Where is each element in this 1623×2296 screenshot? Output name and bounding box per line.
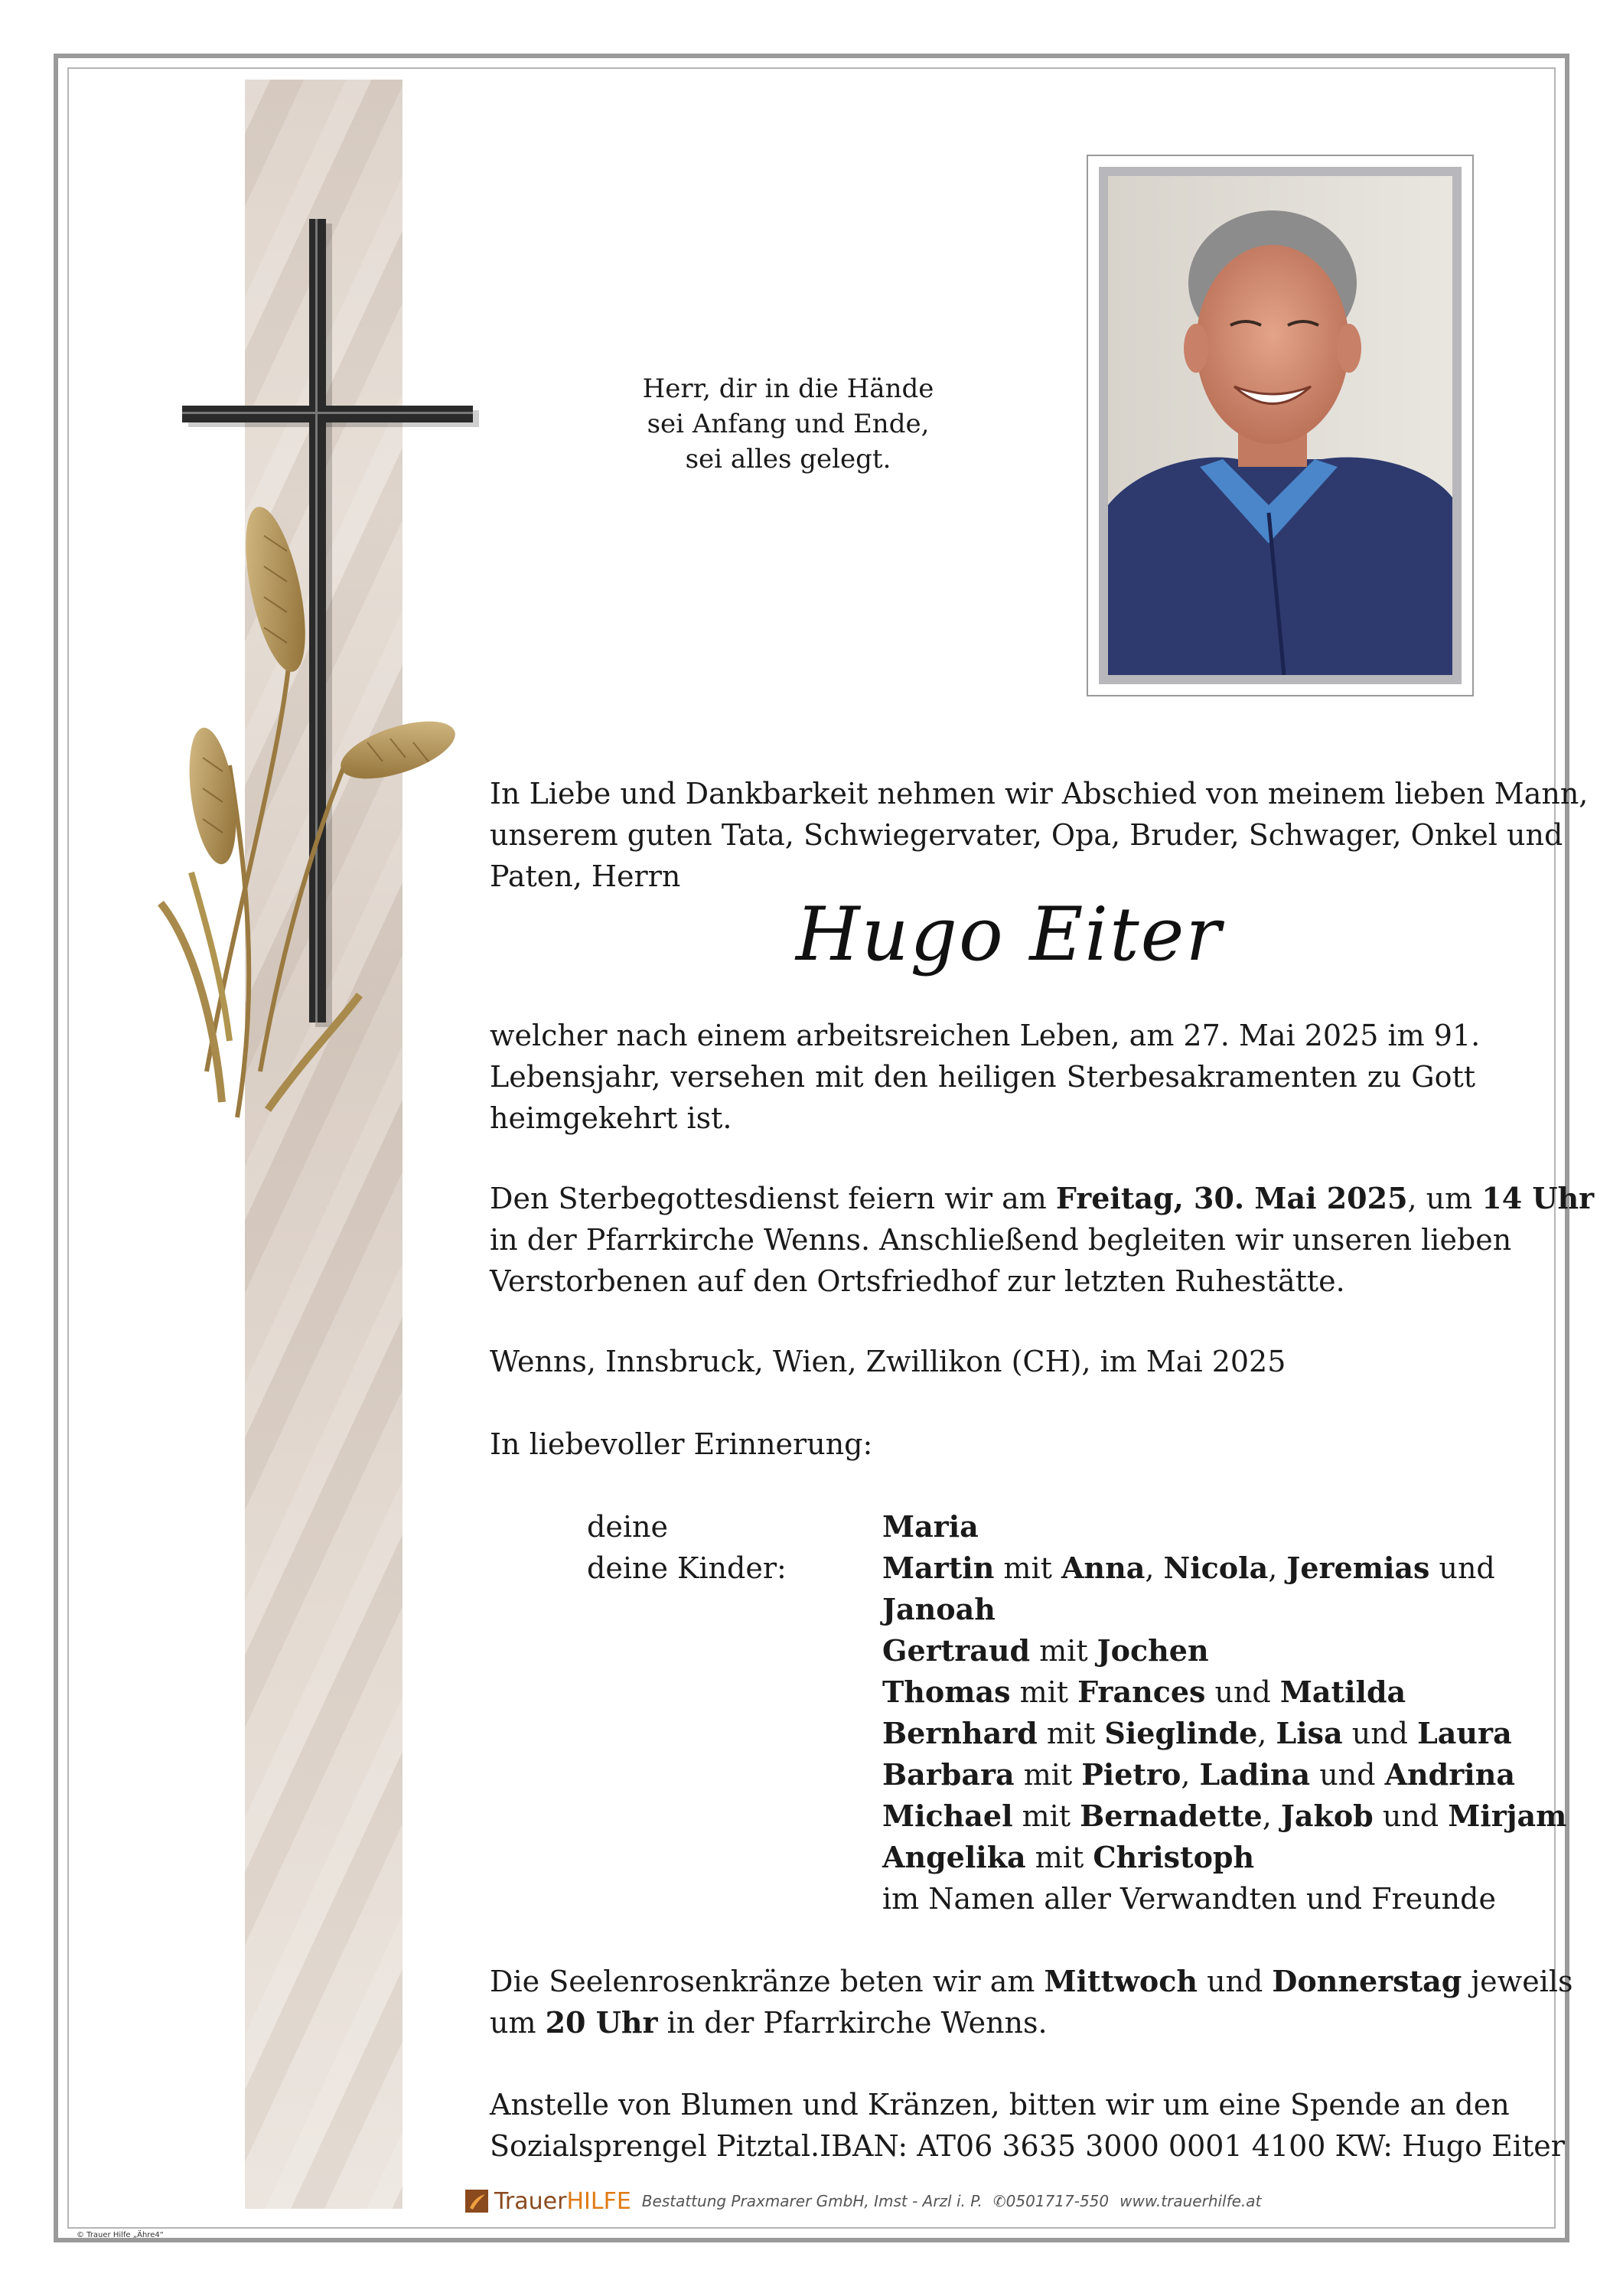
verse-line: Herr, dir in die Hände (642, 373, 934, 404)
family-row (882, 1713, 1512, 1754)
family-member-name: Mirjam (1448, 1799, 1567, 1833)
family-connector: , (1181, 1758, 1200, 1792)
company-name: Bestattung Praxmarer GmbH, Imst - Arzl i. P. (641, 2192, 983, 2210)
service-paragraph (490, 1178, 1595, 1302)
family-row (882, 1878, 1496, 1919)
donation-line: Anstelle von Blumen und Kränzen, bitten wir um eine Spende an den (490, 2088, 1510, 2122)
family-connector: mit (1014, 1758, 1082, 1792)
family-connector: , (1262, 1799, 1281, 1833)
family-member-name: Angelika (882, 1840, 1026, 1874)
family-connector: , (1257, 1717, 1276, 1750)
family-connector: mit (1037, 1717, 1105, 1750)
family-member-name: Andrina (1384, 1757, 1515, 1792)
intro-line: Paten, Herrn (490, 859, 681, 893)
intro-line: unserem guten Tata, Schwiegervater, Opa, Bruder, Schwager, Onkel und (490, 818, 1563, 852)
copyright-note: © Trauer Hilfe „Ähre4“ (77, 2231, 164, 2239)
life-line: Lebensjahr, versehen mit den heiligen Sterbesakramenten zu Gott (490, 1060, 1475, 1094)
service-date: Freitag, 30. Mai 2025 (1055, 1181, 1408, 1215)
remembrance-heading: In liebevoller Erinnerung: (490, 1427, 873, 1461)
family-member-name: Pietro (1081, 1757, 1181, 1792)
rosary-day: Mittwoch (1044, 1964, 1198, 1998)
rosary-text: jeweils (1462, 1965, 1573, 1998)
intro-paragraph (490, 773, 1589, 897)
family-row (882, 1506, 1479, 1548)
service-text: Den Sterbegottesdienst feiern wir am (490, 1182, 1056, 1215)
service-line: in der Pfarrkirche Wenns. Anschließend begleiten wir unseren lieben (490, 1223, 1512, 1257)
family-list (882, 1506, 1567, 1919)
family-connector: mit (1025, 1841, 1093, 1874)
family-connector: und (1373, 1799, 1449, 1833)
family-row (882, 1837, 1479, 1878)
family-member-name: Frances (1077, 1675, 1206, 1709)
family-connector: mit (1010, 1675, 1078, 1709)
family-member-name: Jochen (1097, 1633, 1209, 1668)
service-time: 14 Uhr (1481, 1181, 1595, 1215)
family-row (882, 1754, 1515, 1795)
intro-line: In Liebe und Dankbarkeit nehmen wir Abschied von meinem lieben Mann, (490, 777, 1589, 810)
deceased-name: Hugo Eiter (796, 892, 1223, 977)
family-member-name: Nicola (1163, 1551, 1269, 1585)
rosary-text: Die Seelenrosenkränze beten wir am (490, 1965, 1045, 1998)
family-member-name: Thomas (882, 1675, 1011, 1709)
family-connector: und (1342, 1717, 1418, 1750)
family-row (882, 1548, 1495, 1589)
brand-hilfe: HILFE (566, 2187, 631, 2215)
portrait-photo (1108, 176, 1452, 675)
family-connector: , (1268, 1551, 1287, 1585)
family-member-name: Anna (1061, 1551, 1146, 1585)
donation-line: Sozialsprengel Pitztal.IBAN: AT06 3635 3000 0001 4100 KW: Hugo Eiter (490, 2129, 1565, 2163)
family-row (882, 1671, 1479, 1713)
family-row (882, 1589, 1479, 1630)
brand-trauer: Trauer (494, 2187, 567, 2215)
portrait-mat (1099, 167, 1462, 684)
family-member-name: Janoah (882, 1592, 996, 1626)
place-date: Wenns, Innsbruck, Wien, Zwillikon (CH), im Mai 2025 (490, 1345, 1286, 1378)
family-connector: und (1310, 1758, 1385, 1792)
donation-paragraph (490, 2084, 1565, 2167)
rosary-text: und (1197, 1965, 1273, 1998)
rosary-day: Donnerstag (1272, 1964, 1462, 1998)
life-paragraph (490, 1015, 1481, 1139)
rosary-text: in der Pfarrkirche Wenns. (657, 2006, 1048, 2040)
family-member-name: Gertraud (882, 1633, 1031, 1668)
family-member-name: Laura (1417, 1716, 1512, 1750)
family-member-name: Barbara (882, 1757, 1015, 1792)
label-wife: deine (587, 1510, 668, 1544)
family-connector: mit (1030, 1634, 1097, 1668)
label-children: deine Kinder: (587, 1551, 787, 1585)
family-member-name: Bernhard (882, 1716, 1038, 1750)
family-connector: mit (994, 1551, 1061, 1585)
family-member-name: Jakob (1280, 1799, 1374, 1833)
family-member-name: Ladina (1199, 1757, 1311, 1792)
website-link[interactable]: www.trauerhilfe.at (1119, 2192, 1262, 2210)
rosary-time: 20 Uhr (545, 2005, 658, 2040)
family-member-name: Michael (882, 1799, 1013, 1833)
family-connector: mit (1012, 1799, 1080, 1833)
family-row (882, 1630, 1479, 1671)
service-text: , um (1407, 1182, 1482, 1215)
family-member-name: Christoph (1093, 1840, 1255, 1874)
portrait-frame (1087, 155, 1474, 696)
family-member-name: Matilda (1279, 1675, 1406, 1709)
children-list (882, 1548, 1567, 1919)
service-line (490, 1178, 1595, 1219)
trauerhilfe-logo-icon (465, 2190, 488, 2213)
footer (465, 2186, 1272, 2216)
family-connector: , (1145, 1551, 1164, 1585)
verse-line: sei alles gelegt. (685, 444, 891, 475)
family-member-name: Bernadette (1080, 1799, 1263, 1833)
life-line: heimgekehrt ist. (490, 1101, 732, 1135)
rosary-line (490, 1961, 1573, 2002)
family-row (882, 1795, 1567, 1837)
rosary-paragraph (490, 1961, 1573, 2043)
cross-with-wheat-icon (115, 214, 482, 1148)
phone-number: ✆0501717-550 (992, 2192, 1110, 2210)
rosary-text: um (490, 2006, 546, 2040)
rosary-line (490, 2002, 1475, 2043)
wife-name: Maria (882, 1509, 979, 1544)
family-connector: und (1205, 1675, 1280, 1709)
family-member-name: Jeremias (1286, 1551, 1430, 1585)
verse (582, 371, 995, 477)
verse-line: sei Anfang und Ende, (647, 409, 930, 439)
family-connector: im Namen aller Verwandten und Freunde (882, 1882, 1496, 1916)
family-member-name: Sieglinde (1104, 1716, 1258, 1750)
life-line: welcher nach einem arbeitsreichen Leben, am 27. Mai 2025 im 91. (490, 1019, 1481, 1052)
service-line: Verstorbenen auf den Ortsfriedhof zur letzten Ruhestätte. (490, 1264, 1345, 1298)
family-connector: und (1429, 1551, 1495, 1585)
family-member-name: Martin (882, 1551, 995, 1585)
family-member-name: Lisa (1276, 1716, 1343, 1750)
